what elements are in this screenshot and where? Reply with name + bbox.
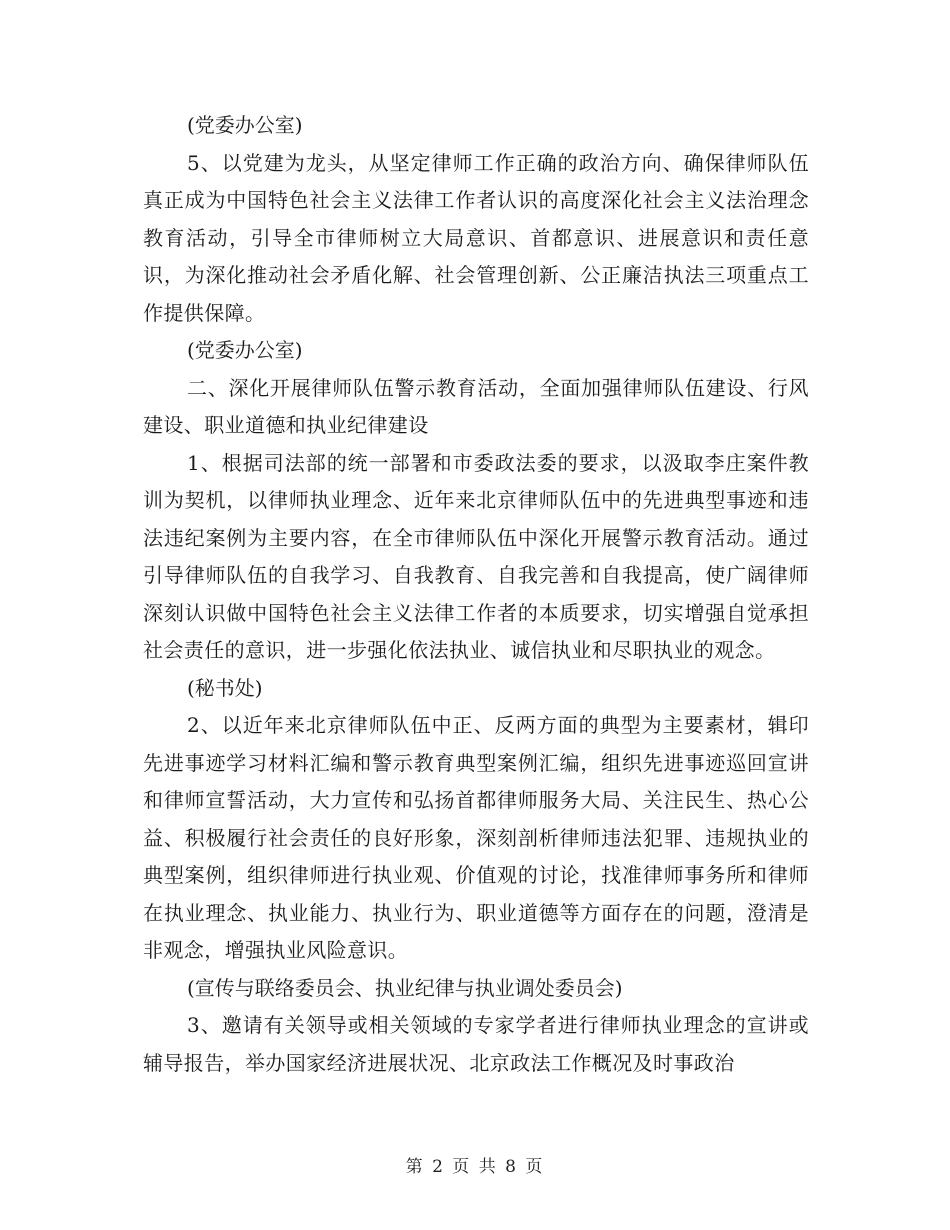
department-note: (党委办公室) bbox=[187, 338, 303, 362]
department-note: (党委办公室) bbox=[187, 113, 303, 137]
paragraph: 1、根据司法部的统一部署和市委政法委的要求，以汲取李庄案件教训为契机，以律师执业理念、近年来北京律师队伍中的先进典型事迹和违法违纪案例为主要内容，在全市律师队伍中深化开展警示教育活动。通过引导律师队伍的自我学习、自我教育、自我完善和自我提高，使广阔律师深刻认识做中国特色社会主义法律工作者的本质要求，切实增强自觉承担社会责任的意识，进一步强化依法执业、诚信执业和尽职执业的观念。 bbox=[143, 450, 809, 662]
paragraph: 5、以党建为龙头，从坚定律师工作正确的政治方向、确保律师队伍真正成为中国特色社会主义法律工作者认识的高度深化社会主义法治理念教育活动，引导全市律师树立大局意识、首都意识、进展意识和责任意识，为深化推动社会矛盾化解、社会管理创新、公正廉洁执法三项重点工作提供保障。 bbox=[143, 150, 809, 325]
department-note: (宣传与联络委员会、执业纪律与执业调处委员会) bbox=[187, 975, 623, 1000]
document-body bbox=[143, 107, 809, 1082]
department-note: (秘书处) bbox=[187, 675, 263, 700]
section-heading: 二、深化开展律师队伍警示教育活动，全面加强律师队伍建设、行风建设、职业道德和执业纪律建设 bbox=[143, 375, 809, 437]
paragraph: 2、以近年来北京律师队伍中正、反两方面的典型为主要素材，辑印先进事迹学习材料汇编和警示教育典型案例汇编，组织先进事迹巡回宣讲和律师宣誓活动，大力宣传和弘扬首都律师服务大局、关注民生、热心公益、积极履行社会责任的良好形象，深刻剖析律师违法犯罪、违规执业的典型案例，组织律师进行执业观、价值观的讨论，找准律师事务所和律师在执业理念、执业能力、执业行为、职业道德等方面存在的问题，澄清是非观念，增强执业风险意识。 bbox=[143, 713, 809, 962]
page-number-footer: 第 2 页 共 8 页 bbox=[405, 1157, 545, 1177]
paragraph: 3、邀请有关领导或相关领域的专家学者进行律师执业理念的宣讲或辅导报告，举办国家经济进展状况、北京政法工作概况及时事政治 bbox=[143, 1013, 809, 1075]
